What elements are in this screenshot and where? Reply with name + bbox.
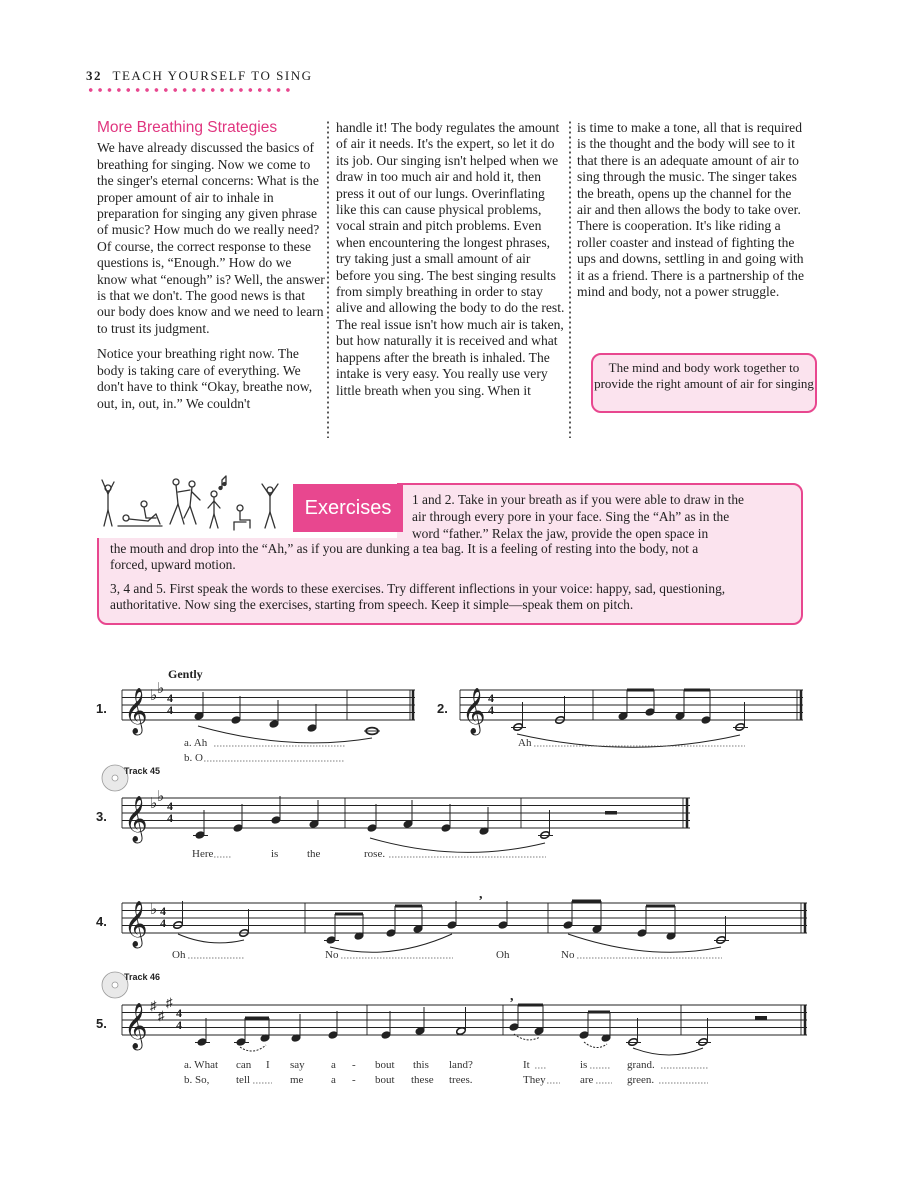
breath-mark: , <box>479 887 483 902</box>
half-rest <box>755 1016 767 1020</box>
exercise-5-notes <box>195 1005 611 1046</box>
lyric: these <box>411 1074 434 1086</box>
lyric: I <box>266 1059 270 1071</box>
exercise-2-number: 2. <box>437 701 448 716</box>
treble-clef-icon: 𝄞 <box>124 796 148 842</box>
exercise-text-line: 3, 4 and 5. First speak the words to these exercises. Try different inflections in your voice: happy, sad, questioning, <box>110 581 726 596</box>
lyric: green. <box>627 1074 655 1086</box>
paragraph: handle it! The body regulates the amount of air it needs. It's the expert, so let it do its job. Our singing isn't helped when we draw in too much air and hold it, then press it out of our lungs. Overinflating like this can cause physical problems, vocal strain and pitch problems. Even when encountering the longest phrases, try taking just a small amount of air before you sing. The best singing results from simply breathing in order to stay alive and allowing the body to do the rest. The real issue isn't how much air is taken, but how naturally it is received and what happens after the breath is inhaled. The intake is very easy. You really use very little breath when you sing. When it <box>336 120 565 398</box>
time-signature: 4 <box>176 1006 182 1020</box>
slur <box>517 734 740 747</box>
lyric: can <box>236 1059 252 1071</box>
slur <box>330 934 452 952</box>
paragraph: is time to make a tone, all that is required is the thought and the body will see to it that there is an adequate amount of air to sing through the music. The singer takes the breath, opens up the channel for the air and then allows the body to take over. There is cooperation. It's like riding a roller coaster and instead of fighting the ups and downs, settling in and going with it as a friend. There is a partnership of the mind and body, not a power struggle. <box>577 120 804 300</box>
exercise-5-staff <box>122 1005 807 1035</box>
lyric: rose. <box>364 848 386 860</box>
exercise-text-line: air through every pore in your face. Sing the “Ah” as in the <box>412 509 730 524</box>
lyric: Oh <box>496 949 510 961</box>
flat-icon: ♭ <box>150 796 158 812</box>
lyric: a. Ah <box>184 737 208 749</box>
lyric: this <box>413 1059 429 1071</box>
lyric: is <box>580 1059 588 1071</box>
exercise-3-number: 3. <box>96 809 107 824</box>
slur <box>198 726 372 743</box>
slur <box>370 838 545 852</box>
exercise-1-number: 1. <box>96 701 107 716</box>
lyric: Ah <box>518 737 532 749</box>
lyric: bout <box>375 1074 395 1086</box>
flat-icon: ♭ <box>150 902 158 918</box>
exercise-1-notes <box>194 692 380 734</box>
tempo-marking: Gently <box>168 667 203 681</box>
slur <box>178 934 244 943</box>
time-signature: 4 <box>488 691 494 705</box>
section-title: More Breathing Strategies <box>97 119 278 136</box>
time-signature: 4 <box>167 811 173 825</box>
lyric: They <box>523 1074 546 1086</box>
flat-icon: ♭ <box>157 681 165 697</box>
lyric: b. O <box>184 752 203 764</box>
paragraph: Notice your breathing right now. The body is taking care of everything. We don't have to think “Okay, breathe now, out, in, out, in.” We couldn't <box>97 346 313 411</box>
track-label: Track 45 <box>124 766 161 776</box>
lyric: tell <box>236 1074 251 1086</box>
lyric: are <box>580 1074 594 1086</box>
lyric: Oh <box>172 949 186 961</box>
treble-clef-icon: 𝄞 <box>124 901 148 947</box>
exercise-text-line: authoritative. Now sing the exercises, starting from speech. Keep it simple—speak them on pitch. <box>110 597 634 612</box>
flat-icon: ♭ <box>150 688 158 704</box>
lyric: - <box>352 1059 356 1071</box>
breath-mark: , <box>510 989 514 1004</box>
lyric: say <box>290 1059 305 1071</box>
exercise-text-line: 1 and 2. Take in your breath as if you were able to draw in the <box>412 492 744 507</box>
lyric: - <box>352 1074 356 1086</box>
time-signature: 4 <box>167 799 173 813</box>
lyric: grand. <box>627 1059 655 1071</box>
sharp-icon: ♯ <box>158 1008 165 1023</box>
exercise-2-staff <box>460 690 803 720</box>
exercise-2-notes <box>511 696 565 731</box>
exercise-5-number: 5. <box>96 1016 107 1031</box>
page-number: 32 <box>86 68 102 83</box>
lyric: land? <box>449 1059 473 1071</box>
lyric: No <box>325 949 339 961</box>
exercise-4-staff <box>122 903 807 933</box>
lyric: trees. <box>449 1074 473 1086</box>
exercise-4-number: 4. <box>96 914 107 929</box>
lyric: b. So, <box>184 1074 210 1086</box>
sharp-icon: ♯ <box>150 998 157 1013</box>
time-signature: 4 <box>167 703 173 717</box>
time-signature: 4 <box>488 703 494 717</box>
lyric: No <box>561 949 575 961</box>
track-label: Track 46 <box>124 972 161 982</box>
lyric: It <box>523 1059 530 1071</box>
slur <box>240 1045 266 1051</box>
sharp-icon: ♯ <box>166 995 173 1010</box>
lyric: Here <box>192 848 214 860</box>
slur <box>584 1042 607 1048</box>
treble-clef-icon: 𝄞 <box>462 688 486 734</box>
lyric: bout <box>375 1059 395 1071</box>
lyric: a <box>331 1059 336 1071</box>
time-signature: 4 <box>176 1018 182 1032</box>
book-title: TEACH YOURSELF TO SING <box>112 68 313 83</box>
callout-box: The mind and body work together to provide the right amount of air for singing <box>591 353 817 413</box>
time-signature: 4 <box>167 691 173 705</box>
exercise-text-line: forced, upward motion. <box>110 557 236 572</box>
time-signature: 4 <box>160 916 166 930</box>
exercise-text-line: word “father.” Relax the jaw, provide the open space in <box>412 526 709 541</box>
flat-icon: ♭ <box>157 789 165 805</box>
paragraph: We have already discussed the basics of breathing for singing. Now we come to the singer's eternal concerns: What is the proper amount of air to inhale in preparation for singing any given phrase of music? How much do we really need? Of course, the correct response to these questions is, “Enough.” How do we know what “enough” is? Well, the answer is that we don't. The good news is that our body does know and we need to learn to trust its judgment. <box>97 140 325 336</box>
treble-clef-icon: 𝄞 <box>124 1003 148 1049</box>
time-signature: 4 <box>160 904 166 918</box>
lyric: me <box>290 1074 304 1086</box>
slur <box>568 934 721 952</box>
exercise-3-notes <box>193 796 489 839</box>
exercise-5-lyrics-a <box>184 1059 708 1071</box>
lyric: a. What <box>184 1059 219 1071</box>
exercise-text-line: the mouth and drop into the “Ah,” as if you are dunking a tea bag. It is a feeling of resting into the body, not a <box>110 541 699 556</box>
lyric: is <box>271 848 279 860</box>
exercises-title: Exercises <box>293 484 403 532</box>
half-rest <box>605 811 617 815</box>
treble-clef-icon: 𝄞 <box>124 688 148 734</box>
tie <box>633 1048 703 1055</box>
lyric: the <box>307 848 321 860</box>
exercise-5-lyrics-b <box>184 1074 708 1086</box>
exercise-1-staff <box>122 690 415 720</box>
lyric: a <box>331 1074 336 1086</box>
exercise-4-notes <box>173 901 250 937</box>
